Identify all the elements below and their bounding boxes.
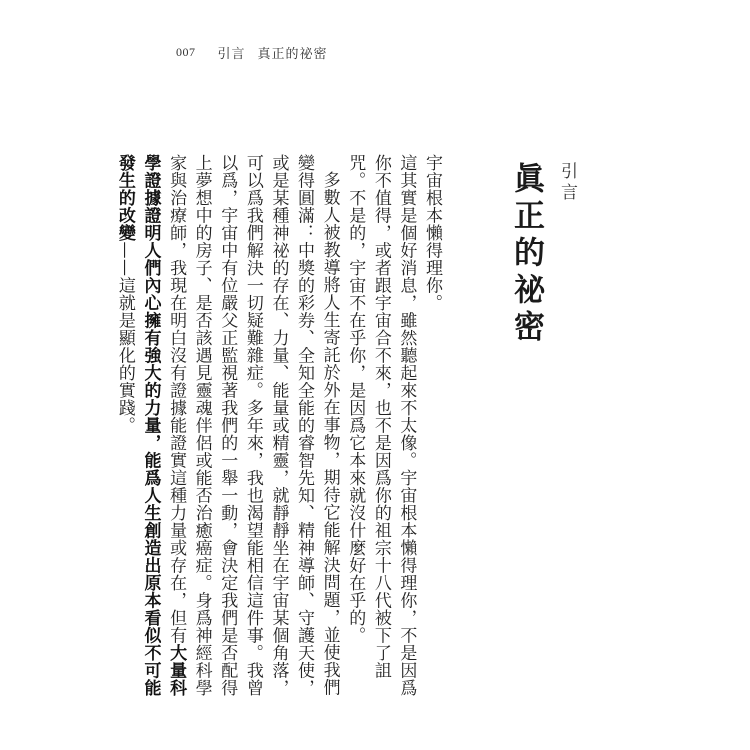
- chapter-heading: [508, 156, 580, 516]
- paragraph-2: [342, 154, 419, 700]
- header-section-label: 引言: [217, 46, 246, 62]
- paragraph-1-text: 宇宙根本懶得理你。: [422, 154, 442, 312]
- paragraph-3-text: 多數人被教導將人生寄託於外在事物，期待它能解決問題，並使我們變得圓滿：中獎的彩券、全知全能的睿智先知、精神導師、守護天使，或是某種神祕的存在、力量、能量或精靈，就靜靜坐在宇宙某個角落，可以爲我們解決一切疑難雜症。多年來，我也渴望能相信這件事。我曾以爲，宇宙中有位嚴父正監視著我們的一舉一動，會決定我們是否配得上夢想中的房子、是否該遇見靈魂伴侶或能否治癒癌症。身爲神經科學家與治療師，我現在明白沒有證據能證實這種力量或存在，但有: [166, 154, 340, 697]
- header-chapter-title: 真正的祕密: [257, 46, 328, 62]
- paragraph-3: [111, 154, 341, 700]
- running-header: [176, 42, 328, 62]
- page-number: 007: [176, 44, 196, 59]
- chapter-label: 引言: [557, 162, 577, 204]
- paragraph-3-emphasis: 大量科學證據證明人們內心擁有強大的力量，能爲人生創造出原本看似不可能發生的改變: [114, 154, 187, 697]
- chapter-title: 眞正的祕密: [508, 162, 544, 347]
- body-text: [114, 154, 444, 700]
- paragraph-1: [418, 154, 444, 700]
- paragraph-2-text: 這其實是個好消息，雖然聽起來不太像。宇宙根本懶得理你，不是因爲你不值得，或者跟宇宙合不來，也不是因爲你的祖宗十八代被下了詛咒。不是的，宇宙不在乎你，是因爲它本來就沒什麼好在乎的。: [345, 154, 417, 697]
- paragraph-3-ending: ——這就是顯化的實踐。: [114, 241, 135, 434]
